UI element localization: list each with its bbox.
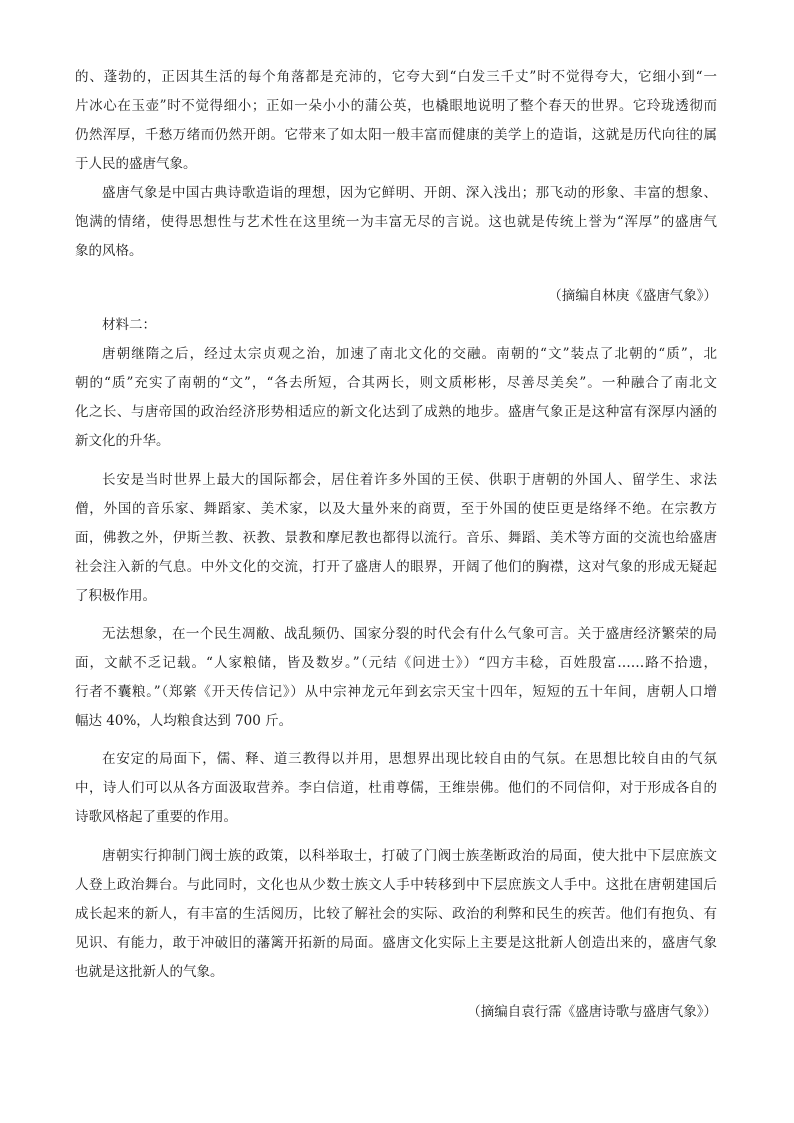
text-line: 幅达 40%，人均粮食达到 700 斤。 <box>75 713 293 729</box>
text-line: 社会注入新的气息。中外文化的交流，打开了盛唐人的眼界，开阔了他们的胸襟，这对气象的形成无疑起 <box>75 559 717 575</box>
text-line: 中，诗人们可以从各方面汲取营养。李白信道，杜甫尊儒，王维崇佛。他们的不同信仰，对于形成各自的 <box>75 780 717 796</box>
text-line: 了积极作用。 <box>75 588 156 604</box>
source-citation: （摘编自林庚《盛唐气象》） <box>548 288 717 304</box>
text-line: 诗歌风格起了重要的作用。 <box>75 809 237 825</box>
text-line: 无法想象，在一个民生凋敝、战乱频仍、国家分裂的时代会有什么气象可言。关于盛唐经济繁荣的局 <box>102 626 717 642</box>
text-line: 象的风格。 <box>75 243 143 259</box>
text-line: 仍然浑厚，千愁万绪而仍然开朗。它带来了如太阳一般丰富而健康的美学上的造诣，这就是历代向往的属 <box>75 127 717 143</box>
text-line: 的、蓬勃的，正因其生活的每个角落都是充沛的，它夸大到“白发三千丈”时不觉得夸大，它细小到“一 <box>75 69 717 85</box>
source-citation: （摘编自袁行霈《盛唐诗歌与盛唐气象》） <box>467 1004 717 1020</box>
text-line: 长安是当时世界上最大的国际都会，居住着许多外国的王侯、供职于唐朝的外国人、留学生、求法 <box>102 472 717 488</box>
text-line: 唐朝实行抑制门阀士族的政策，以科举取士，打破了门阀士族垄断政治的局面，使大批中下层庶族文 <box>102 848 717 864</box>
text-line: 朝的“质”充实了南朝的“文”，“各去所短，合其两长，则文质彬彬，尽善尽美矣”。一种融合了南北文 <box>75 375 717 391</box>
text-line: 僧，外国的音乐家、舞蹈家、美术家，以及大量外来的商贾，至于外国的使臣更是络绎不绝。在宗教方 <box>75 501 717 517</box>
text-line: 唐朝继隋之后，经过太宗贞观之治，加速了南北文化的交融。南朝的“文”装点了北朝的“质”，北 <box>102 346 717 362</box>
text-line: 成长起来的新人，有丰富的生活阅历，比较了解社会的实际、政治的利弊和民生的疾苦。他们有抱负、有 <box>75 906 717 922</box>
text-line: 新文化的升华。 <box>75 433 170 449</box>
text-line: 行者不囊粮。”（郑綮《开天传信记》）从中宗神龙元年到玄宗天宝十四年，短短的五十年间，唐朝人口增 <box>75 684 717 700</box>
text-line: 见识、有能力，敢于冲破旧的藩篱开拓新的局面。盛唐文化实际上主要是这批新人创造出来的，盛唐气象 <box>75 935 717 951</box>
text-line: 面，文献不乏记载。“人家粮储，皆及数岁。”（元结《问进士》）“四方丰稔，百姓殷富……路不拾遗， <box>75 655 717 671</box>
text-line: 片冰心在玉壶”时不觉得细小；正如一朵小小的蒲公英，也橇眼地说明了整个春天的世界。它玲珑透彻而 <box>75 98 717 114</box>
text-line: 化之长、与唐帝国的政治经济形势相适应的新文化达到了成熟的地步。盛唐气象正是这种富有深厚内涵的 <box>75 404 717 420</box>
text-line: 于人民的盛唐气象。 <box>75 156 197 172</box>
text-line: 饱满的情绪，使得思想性与艺术性在这里统一为丰富无尽的言说。这也就是传统上誉为“浑厚”的盛唐气 <box>75 214 717 230</box>
text-line: 盛唐气象是中国古典诗歌造诣的理想，因为它鲜明、开朗、深入浅出；那飞动的形象、丰富的想象、 <box>102 185 717 201</box>
text-line: 也就是这批新人的气象。 <box>75 964 224 980</box>
text-line: 面，佛教之外，伊斯兰教、祆教、景教和摩尼教也都得以流行。音乐、舞蹈、美术等方面的交流也给盛唐 <box>75 530 717 546</box>
material-label: 材料二： <box>102 317 156 333</box>
text-line: 在安定的局面下，儒、释、道三教得以并用，思想界出现比较自由的气氛。在思想比较自由的气氛 <box>102 751 717 767</box>
text-line: 人登上政治舞台。与此同时，文化也从少数士族文人手中转移到中下层庶族文人手中。这批在唐朝建国后 <box>75 877 717 893</box>
